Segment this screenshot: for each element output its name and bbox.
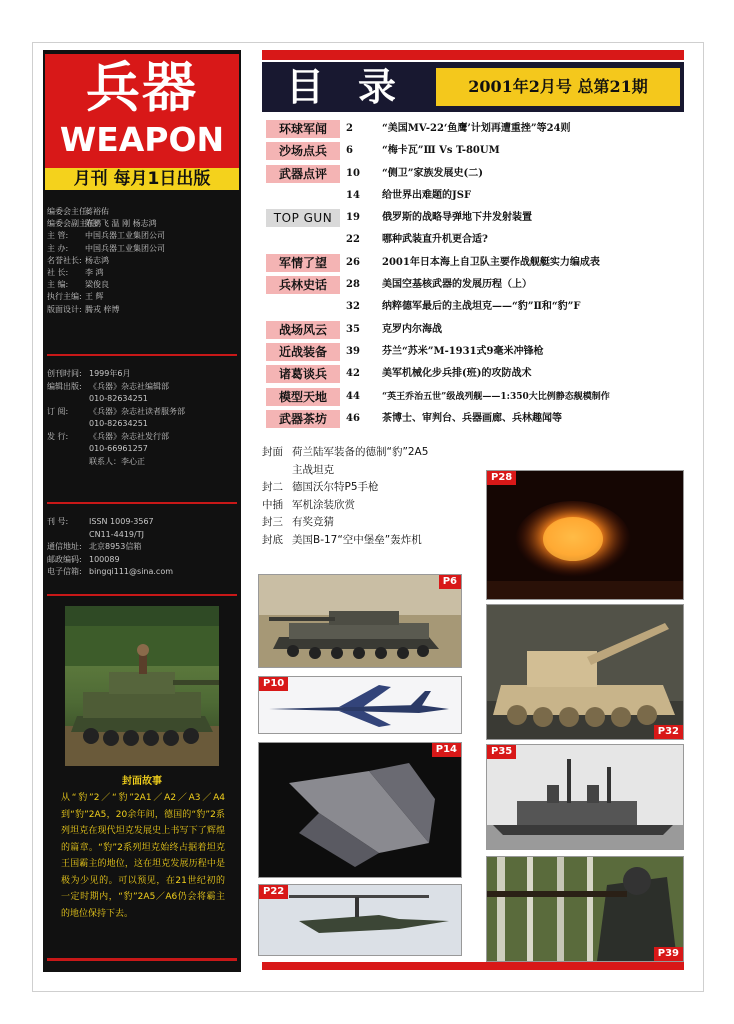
- registration-info: [47, 516, 237, 579]
- toc-entry[interactable]: [262, 163, 692, 185]
- editorial-credits: [47, 206, 237, 316]
- toc-article-title: 美军机械化步兵排(班)的攻防战术: [382, 368, 532, 380]
- toc-page-number: 19: [346, 212, 360, 224]
- masthead-logo: [45, 54, 239, 168]
- toc-article-title: 2001年日本海上自卫队主要作战舰艇实力编成表: [382, 256, 600, 268]
- tank-illustration: [487, 605, 683, 739]
- masthead-title-cn: 兵器: [86, 56, 198, 119]
- toc-page-number: 35: [346, 323, 360, 335]
- credit-row: 010-82634251: [89, 394, 148, 403]
- page-badge: P14: [432, 743, 461, 757]
- toc-category: 武器点评: [266, 165, 340, 183]
- jet-illustration: [259, 677, 461, 733]
- toc-category: 沙场点兵: [266, 142, 340, 160]
- credit-row: CN11-4419/TJ: [89, 529, 144, 539]
- credit-row: 通信地址: 北京8953信箱: [47, 542, 142, 552]
- divider: [47, 354, 237, 356]
- toc-article-title: 给世界出难题的JSF: [382, 189, 472, 201]
- credit-row: 电子信箱: bingqi111@sina.com: [47, 567, 174, 577]
- credit-row: 010-66961257: [89, 444, 148, 453]
- toc-article-title: “侧卫”家族发展史(二): [382, 167, 483, 179]
- issue-label: 2001年2月号 总第21期: [436, 68, 680, 106]
- toc-article-title: 哪种武装直升机更合适?: [382, 234, 488, 246]
- toc-page-number: 39: [346, 345, 360, 357]
- cover-item: 封面 荷兰陆军装备的德制“豹”2A5: [262, 446, 429, 458]
- toc-article-title: “梅卡瓦”Ⅲ Vs T-80UM: [382, 145, 500, 157]
- toc-entry[interactable]: [262, 386, 692, 408]
- photo-stealth-fighter[interactable]: [258, 742, 462, 878]
- credit-row: 发 行: 《兵器》杂志社发行部: [47, 431, 169, 441]
- cover-item: 中插 军机涂装欣赏: [262, 498, 355, 511]
- page-badge: P22: [259, 885, 288, 899]
- cover-item: 封底 美国B-17“空中堡垒”轰炸机: [262, 533, 422, 546]
- toc-article-title: 美国空基核武器的发展历程（上）: [382, 279, 532, 291]
- photo-merkava-tank[interactable]: [258, 574, 462, 668]
- masthead-column: [43, 50, 241, 972]
- photo-panther-tank[interactable]: [486, 604, 684, 740]
- credit-row: 主 编: 梁俊良: [47, 280, 109, 290]
- credit-row: 名誉社长: 杨志鸿: [47, 255, 109, 265]
- toc-article-title: “英王乔治五世”级战列舰——1:350大比例静态舰模制作: [382, 391, 610, 402]
- toc-article-title: “美国MV-22‘鱼鹰’计划再遭重挫”等24则: [382, 123, 571, 134]
- soldier-illustration: [487, 857, 683, 961]
- cover-story-title: 封面故事: [122, 776, 162, 787]
- toc-category: 近战装备: [266, 343, 340, 361]
- toc-page-number: 22: [346, 234, 360, 246]
- explosion-illustration: [487, 471, 683, 599]
- toc-page-number: 42: [346, 368, 360, 380]
- toc-article-title: 茶博士、审判台、兵器画廊、兵林趣闻等: [382, 412, 562, 424]
- publishing-info: [47, 368, 237, 468]
- credit-row: 主 办: 中国兵器工业集团公司: [47, 243, 165, 253]
- credit-row: 社 长: 李 鸿: [47, 268, 104, 278]
- divider: [47, 958, 237, 961]
- toc-entry[interactable]: [262, 341, 692, 363]
- toc-category: 军情了望: [266, 254, 340, 272]
- header-red-bar: [262, 50, 684, 60]
- masthead-subtitle: 月刊 每月1日出版: [45, 168, 239, 190]
- toc-category: 武器茶坊: [266, 410, 340, 428]
- toc-entry[interactable]: [262, 274, 692, 296]
- credit-row: 联系人：李心正: [89, 456, 145, 466]
- page-badge: P10: [259, 677, 288, 691]
- toc-article-title: 克罗内尔海战: [382, 323, 442, 335]
- footer-red-bar: [262, 962, 684, 970]
- toc-entry[interactable]: [262, 319, 692, 341]
- credit-row: 编辑出版: 《兵器》杂志社编辑部: [47, 381, 169, 391]
- table-of-contents: [262, 118, 692, 430]
- toc-page-number: 2: [346, 123, 353, 134]
- toc-category: 环球军闻: [266, 120, 340, 138]
- toc-page-number: 46: [346, 412, 360, 424]
- toc-entry[interactable]: [262, 408, 692, 430]
- credit-row: 订 阅: 《兵器》杂志社读者服务部: [47, 406, 185, 416]
- cover-contents: [262, 444, 482, 549]
- credit-row: 刊 号: ISSN 1009-3567: [47, 517, 154, 526]
- toc-page-number: 32: [346, 301, 360, 313]
- tank-illustration: [259, 575, 461, 667]
- photo-explosion[interactable]: [486, 470, 684, 600]
- cover-item: 主战坦克: [292, 463, 334, 476]
- credit-row: 编委会副主任: 陈鹏飞 温 刚 杨志鸿: [47, 219, 157, 229]
- toc-entry[interactable]: [262, 296, 692, 318]
- toc-category: 战场风云: [266, 321, 340, 339]
- toc-entry[interactable]: [262, 207, 692, 229]
- page-badge: P28: [487, 471, 516, 485]
- toc-entry[interactable]: [262, 185, 692, 207]
- toc-page-number: 14: [346, 189, 360, 201]
- credit-row: 主 管: 中国兵器工业集团公司: [47, 231, 165, 241]
- toc-entry[interactable]: [262, 252, 692, 274]
- toc-article-title: 纳粹德军最后的主战坦克——“豹”Ⅱ和“豹”F: [382, 301, 581, 313]
- toc-page-number: 44: [346, 390, 360, 402]
- helicopter-illustration: [259, 885, 461, 955]
- photo-attack-helicopter[interactable]: [258, 884, 462, 956]
- toc-category: TOP GUN: [266, 209, 340, 227]
- photo-battleships[interactable]: [486, 744, 684, 850]
- toc-category: 模型天地: [266, 388, 340, 406]
- credit-row: 010-82634251: [89, 419, 148, 428]
- credit-row: 邮政编码: 100089: [47, 554, 120, 564]
- cover-story-text: 从“豹”2／“豹”2A1／A2／A3／A4到“豹”2A5，20余年间，德国的“豹”2系列坦克在现代坦克发展史上书写下了辉煌的篇章。“豹”2系列坦克始终占据着坦克王国霸主的地位，这在坦克发展历程中是极为少见的。可以预见，在21世纪初的一定时期内，“豹”2A5／A6仍会将霸主的地位保持下去。: [61, 793, 225, 919]
- toc-page-number: 6: [346, 145, 353, 157]
- credit-row: 创刊时间: 1999年6月: [47, 369, 131, 378]
- credit-row: 版面设计: 腾戎 梓博: [47, 304, 120, 314]
- toc-page-number: 26: [346, 256, 360, 268]
- photo-soldier-smg[interactable]: [486, 856, 684, 962]
- toc-page-number: 28: [346, 279, 360, 291]
- toc-header: [262, 62, 684, 112]
- cover-tank-photo: [65, 606, 219, 766]
- page-badge: P32: [654, 725, 683, 739]
- divider: [47, 594, 237, 596]
- credit-row: 编委会主任: 蒋裕佑: [47, 207, 109, 216]
- page-badge: P35: [487, 745, 516, 759]
- cover-item: 封二 德国沃尔特P5手枪: [262, 481, 379, 493]
- toc-title: 目录: [286, 64, 431, 109]
- toc-page-number: 10: [346, 167, 360, 179]
- masthead-title-en: WEAPON: [59, 120, 225, 159]
- toc-entry[interactable]: [262, 363, 692, 385]
- photo-su-fighter[interactable]: [258, 676, 462, 734]
- toc-category: 诸葛谈兵: [266, 365, 340, 383]
- ship-illustration: [487, 745, 683, 849]
- page-badge: P6: [439, 575, 461, 589]
- credit-row: 执行主编: 王 辉: [47, 292, 104, 302]
- toc-article-title: 芬兰“苏米”M-1931式9毫米冲锋枪: [382, 345, 544, 357]
- tank-illustration: [65, 606, 219, 766]
- cover-item: 封三 有奖竞猜: [262, 516, 334, 528]
- toc-entry[interactable]: [262, 140, 692, 162]
- jet-illustration: [259, 743, 461, 877]
- toc-entry[interactable]: [262, 118, 692, 140]
- toc-article-title: 俄罗斯的战略导弹地下井发射装置: [382, 212, 532, 224]
- divider: [47, 502, 237, 504]
- toc-entry[interactable]: [262, 229, 692, 251]
- toc-category: 兵林史话: [266, 276, 340, 294]
- page-badge: P39: [654, 947, 683, 961]
